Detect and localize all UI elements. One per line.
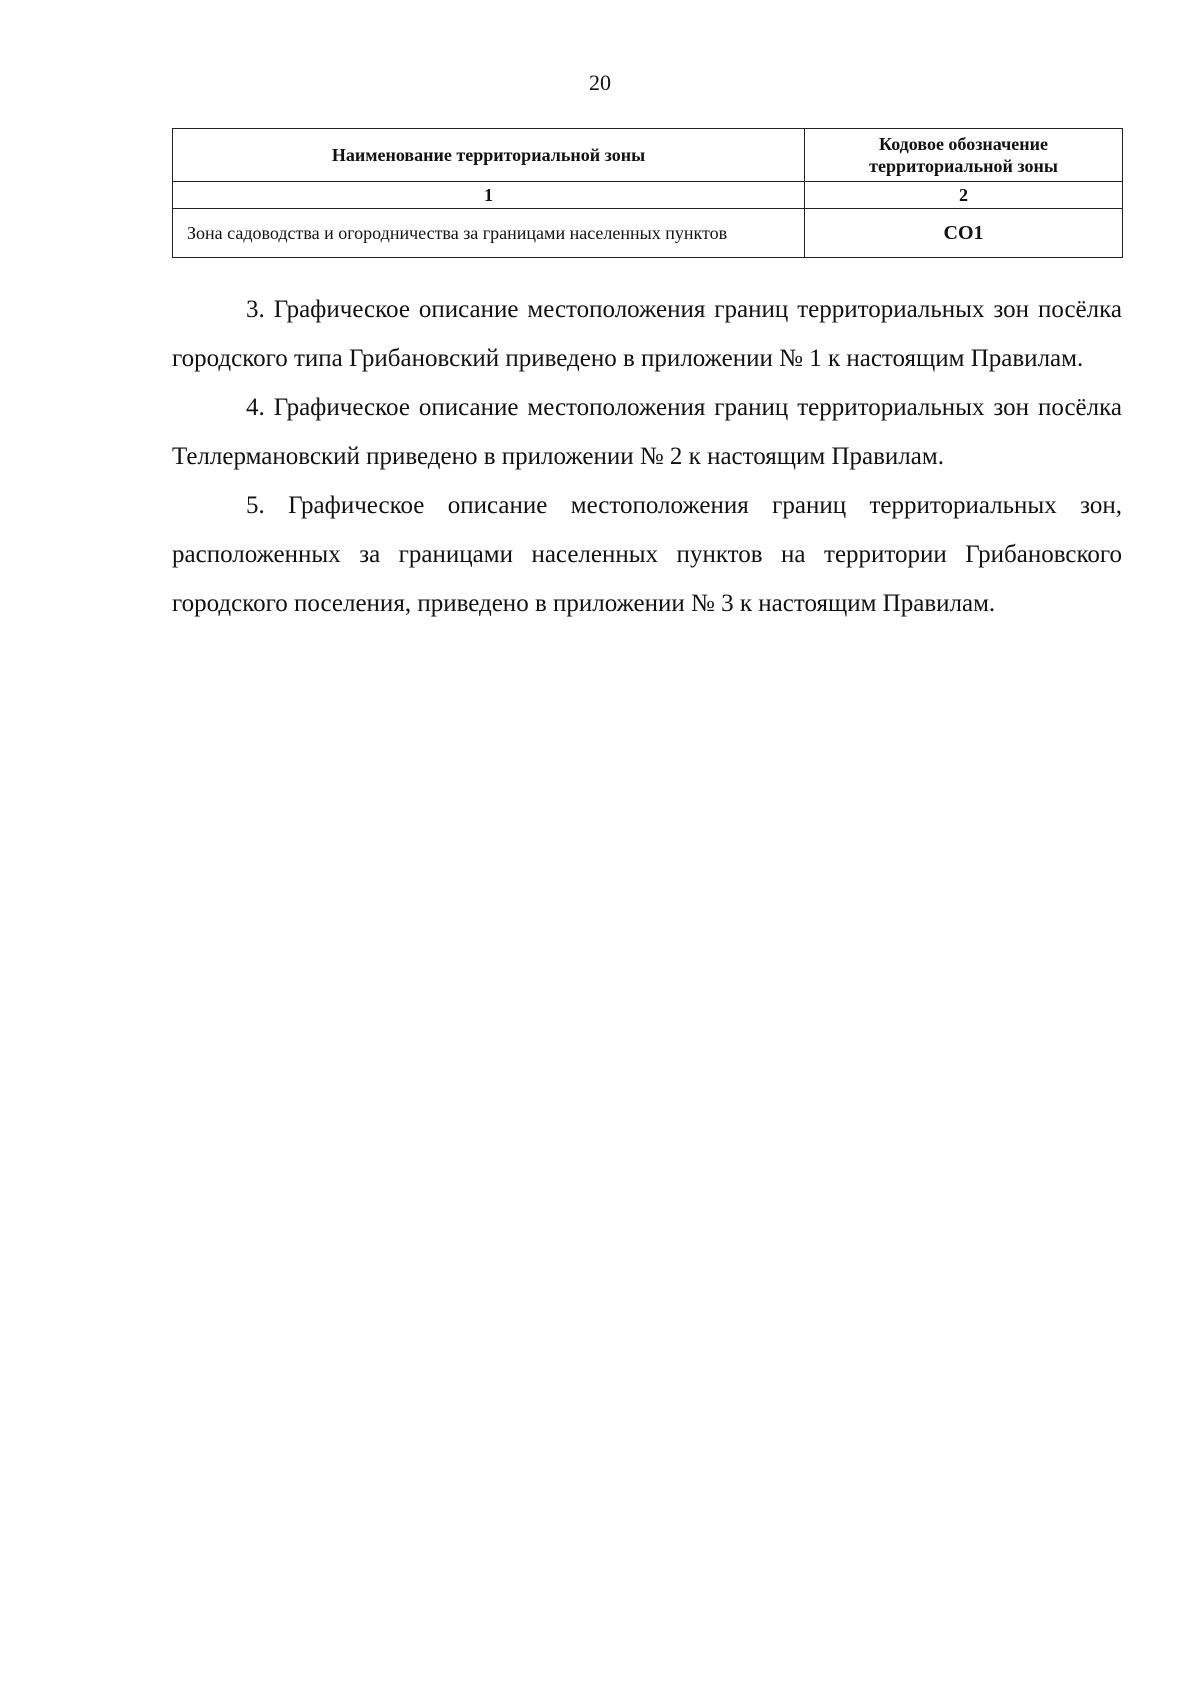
table-header-row (173, 129, 1123, 182)
header-zone-name: Наименование территориальной зоны (173, 129, 805, 182)
header-zone-code: Кодовое обозначение территориальной зоны (805, 129, 1123, 182)
column-number-row (173, 182, 1123, 209)
table-row (173, 209, 1123, 258)
zone-code-cell: СО1 (805, 209, 1123, 258)
paragraph-3: 3. Графическое описание местоположения границ территориальных зон посёлка городского типа Грибановский приведено в приложении № 1 к настоящим Правилам. (172, 296, 1122, 372)
zone-name-cell: Зона садоводства и огородничества за границами населенных пунктов (173, 209, 805, 258)
territorial-zones-table (172, 128, 1123, 258)
column-number-1: 1 (173, 182, 805, 209)
body-text (172, 285, 1122, 628)
column-number-2: 2 (805, 182, 1123, 209)
page-number: 20 (589, 70, 611, 95)
paragraph-5: 5. Графическое описание местоположения границ территориальных зон, расположенных за границами населенных пунктов на территории Грибановского городского поселения, приведено в приложении № 3 к настоящим Правилам. (172, 492, 1122, 617)
paragraph-4: 4. Графическое описание местоположения границ территориальных зон посёлка Теллермановский приведено в приложении № 2 к настоящим Правилам. (172, 394, 1122, 470)
